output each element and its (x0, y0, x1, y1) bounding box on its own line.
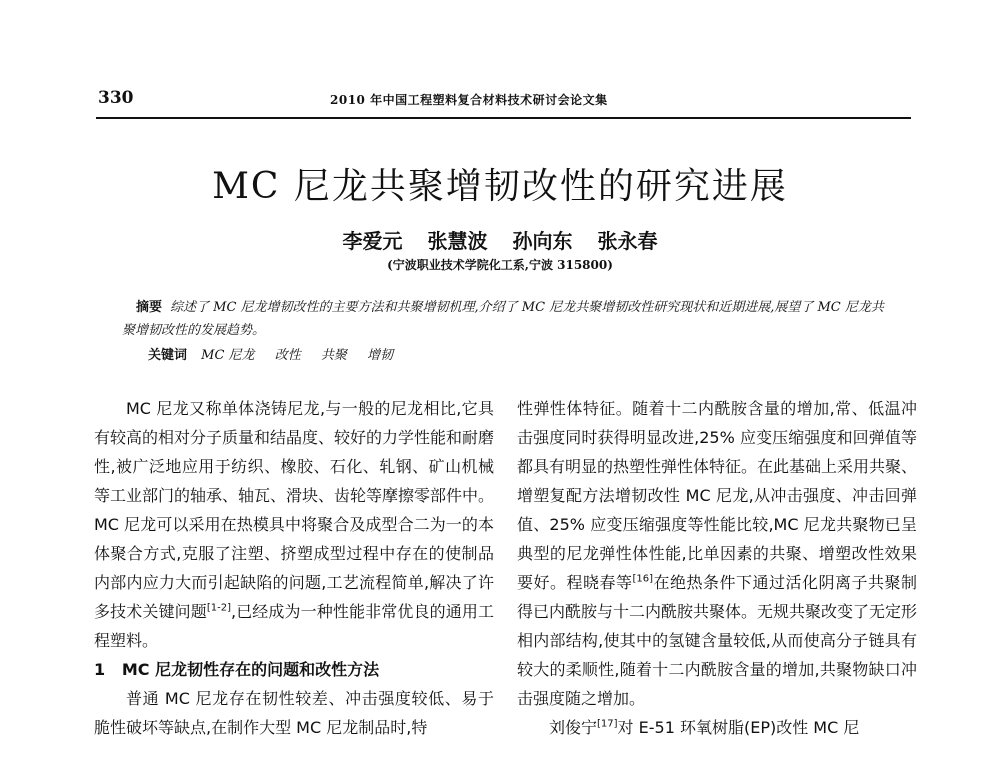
author-name: 李爱元 (342, 229, 403, 253)
body-paragraph (94, 394, 494, 655)
keywords-label: 关键词 (148, 348, 188, 363)
paragraph-text: 对 E-51 环氧树脂(EP)改性 MC 尼 (617, 718, 860, 737)
keywords (148, 344, 409, 363)
body-column-right (517, 394, 917, 742)
paragraph-text: ,已经成为一种性能非常优良的通用工程塑料。 (94, 602, 494, 650)
paragraph-text: MC 尼龙又称单体浇铸尼龙,与一般的尼龙相比,它具有较高的相对分子质量和结晶度、较好的力学性能和耐磨性,被广泛地应用于纺织、橡胶、石化、轧钢、矿山机械等工业部门的轴承、轴瓦、滑块、齿轮等摩擦零部件中。MC 尼龙可以采用在热模具中将聚合及成型合二为一的本体聚合方式,克服了注塑、挤塑成型过程中存在的使制品内部内应力大而引起缺陷的问题,工艺流程简单,解决了许多技术关键问题 (94, 399, 495, 621)
keyword: 增韧 (367, 348, 394, 363)
body-column-left (94, 394, 494, 742)
keyword: MC 尼龙 (201, 348, 255, 363)
abstract-label: 摘要 (136, 300, 163, 315)
citation: [1-2] (206, 602, 231, 614)
section-heading (94, 655, 494, 684)
page-number: 330 (98, 88, 134, 108)
body-paragraph (517, 713, 917, 742)
header-rule (96, 117, 911, 119)
abstract-text: 综述了 MC 尼龙增韧改性的主要方法和共聚增韧机理,介绍了 MC 尼龙共聚增韧改性研究现状和近期进展,展望了 MC 尼龙共聚增韧改性的发展趋势。 (122, 300, 884, 338)
author-name: 张慧波 (427, 229, 488, 253)
author-name: 孙向东 (512, 229, 573, 253)
running-header: 2010 年中国工程塑料复合材料技术研讨会论文集 (330, 93, 608, 107)
body-paragraph (517, 394, 917, 713)
paragraph-text: 刘俊宁 (549, 718, 598, 737)
section-title: MC 尼龙韧性存在的问题和改性方法 (121, 660, 380, 679)
author-list (0, 225, 1000, 254)
keyword: 共聚 (320, 348, 347, 363)
paper-title: MC 尼龙共聚增韧改性的研究进展 (212, 166, 788, 207)
body-paragraph: 普通 MC 尼龙存在韧性较差、冲击强度较低、易于脆性破坏等缺点,在制作大型 MC 尼龙制品时,特 (94, 689, 494, 737)
abstract (122, 296, 884, 342)
keyword: 改性 (274, 348, 301, 363)
citation: [17] (597, 718, 618, 730)
paragraph-text: 在绝热条件下通过活化阴离子共聚制得已内酰胺与十二内酰胺共聚体。无规共聚改变了无定形相内部结构,使其中的氢键含量较低,从而使高分子链具有较大的柔顺性,随着十二内酰胺含量的增加,共聚物缺口冲击强度随之增加。 (517, 573, 918, 708)
citation: [16] (632, 573, 654, 585)
paragraph-text: 性弹性体特征。随着十二内酰胺含量的增加,常、低温冲击强度同时获得明显改进,25% 应变压缩强度和回弹值等都具有明显的热塑性弹性体特征。在此基础上采用共聚、增塑复配方法增韧改性 MC 尼龙,从冲击强度、冲击回弹值、25% 应变压缩强度等性能比较,MC 尼龙共聚物已呈典型的尼龙弹性体性能,比单因素的共聚、增塑改性效果要好。程晓春等 (517, 399, 918, 592)
section-number: 1 (94, 660, 106, 679)
author-name: 张永春 (597, 229, 658, 253)
affiliation: (宁波职业技术学院化工系,宁波 315800) (387, 258, 613, 272)
